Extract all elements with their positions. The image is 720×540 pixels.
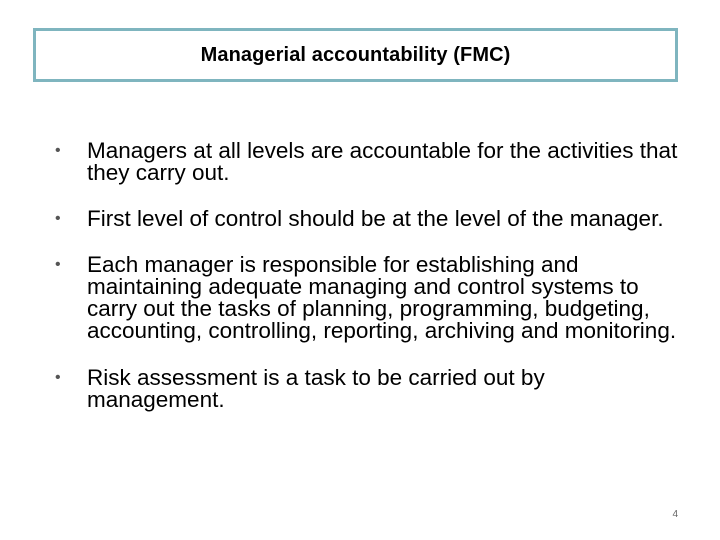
bullet-text: First level of control should be at the level of the manager. xyxy=(87,206,664,231)
bullet-marker: • xyxy=(55,210,61,227)
bullet-marker: • xyxy=(55,142,61,159)
bullet-list xyxy=(55,140,685,435)
bullet-marker: • xyxy=(55,369,61,386)
bullet-item xyxy=(55,367,685,411)
bullet-marker: • xyxy=(55,256,61,273)
title-box xyxy=(33,28,678,82)
slide-title: Managerial accountability (FMC) xyxy=(200,43,511,66)
bullet-item xyxy=(55,140,685,184)
bullet-text: Risk assessment is a task to be carried out by management. xyxy=(87,365,545,412)
page-number: 4 xyxy=(672,509,678,520)
bullet-text: Managers at all levels are accountable for the activities that they carry out. xyxy=(87,138,678,185)
bullet-item xyxy=(55,208,685,230)
bullet-text: Each manager is responsible for establishing and maintaining adequate managing and control systems to carry out the tasks of planning, programming, budgeting, accounting, controlling, reporting, archiving and monitoring. xyxy=(87,252,677,343)
bullet-item xyxy=(55,254,685,342)
